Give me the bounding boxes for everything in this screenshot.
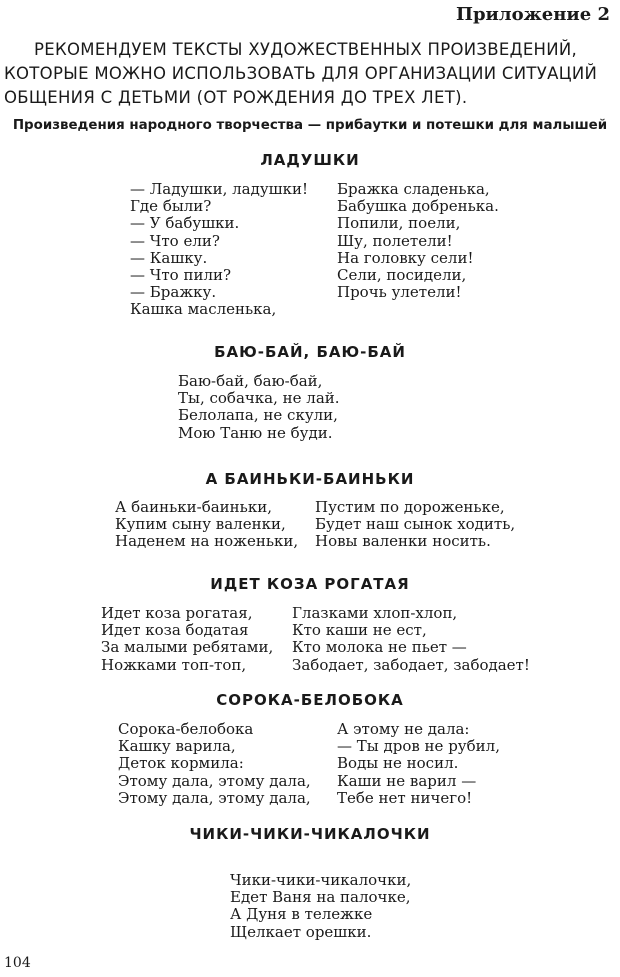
poem-line: За малыми ребятами, xyxy=(101,638,274,657)
poem-line: Тебе нет ничего! xyxy=(337,788,473,807)
poem-column-right xyxy=(292,605,530,674)
poem-line: Кашка масленька, xyxy=(130,300,277,319)
page-number: 104 xyxy=(4,955,31,971)
poem-line: — Бражку. xyxy=(130,283,217,302)
poem-column-right xyxy=(315,499,515,551)
poem-line: Щелкает орешки. xyxy=(230,922,372,941)
section-heading: Произведения народного творчества — прибаутки и потешки для малышей xyxy=(12,118,608,133)
poem-line: Этому дала, этому дала, xyxy=(118,788,311,807)
poem-column-left xyxy=(118,721,311,807)
poem-column-left xyxy=(230,872,411,941)
poem-column-right xyxy=(337,181,499,301)
poem-line: Шу, полетели! xyxy=(337,231,453,250)
poem-line: Пустим по дороженьке, xyxy=(315,498,505,516)
poem-line: Прочь улетели! xyxy=(337,283,462,302)
poem-line: — Ладушки, ладушки! xyxy=(130,180,309,198)
poem-line: Наденем на ноженьки, xyxy=(115,532,299,551)
poem-line: Будет наш сынок ходить, xyxy=(315,515,516,534)
poem-line: Кто каши не ест, xyxy=(292,621,427,640)
poem-line: Купим сыну валенки, xyxy=(115,515,286,534)
poem-line: Ты, собачка, не лай. xyxy=(178,389,340,408)
poem-line: А этому не дала: xyxy=(337,720,470,738)
poem-column-left xyxy=(130,181,308,319)
poem-line: Идет коза бодатая xyxy=(101,621,249,640)
poem-line: А баиньки-баиньки, xyxy=(115,498,272,516)
poem-column-left xyxy=(178,373,340,442)
poem-title: ИДЕТ КОЗА РОГАТАЯ xyxy=(210,575,410,593)
poem-line: Деток кормила: xyxy=(118,754,244,773)
poem-line: Белолапа, не скули, xyxy=(178,406,338,425)
poem-line: — Ты дров не рубил, xyxy=(337,737,500,756)
poem-line: Бабушка добренька. xyxy=(337,197,499,216)
intro-line: РЕКОМЕНДУЕМ ТЕКСТЫ ХУДОЖЕСТВЕННЫХ ПРОИЗВЕДЕНИЙ, xyxy=(34,40,578,59)
poem-title: ЧИКИ-ЧИКИ-ЧИКАЛОЧКИ xyxy=(189,825,431,843)
poem-line: Сорока-белобока xyxy=(118,720,254,738)
poem-line: Идет коза рогатая, xyxy=(101,604,253,622)
poem-line: Сели, посидели, xyxy=(337,266,467,285)
poem-line: — У бабушки. xyxy=(130,214,240,233)
poem-column-left xyxy=(115,499,298,551)
poem-line: Забодает, забодает, забодает! xyxy=(292,655,530,674)
poem-line: Едет Ваня на палочке, xyxy=(230,888,411,907)
poem-line: — Что ели? xyxy=(130,231,220,250)
poem-line: Попили, поели, xyxy=(337,214,461,233)
poem-line: На головку сели! xyxy=(337,248,474,267)
poem-line: Кто молока не пьет — xyxy=(292,638,467,657)
poem-column-right xyxy=(337,721,500,807)
poem-line: Этому дала, этому дала, xyxy=(118,771,311,790)
poem-line: Баю-бай, баю-бай, xyxy=(178,372,323,390)
intro-line: ОБЩЕНИЯ С ДЕТЬМИ (ОТ РОЖДЕНИЯ ДО ТРЕХ ЛЕТ). xyxy=(4,88,468,107)
poem-line: Новы валенки носить. xyxy=(315,532,491,551)
poem-column-left xyxy=(101,605,273,674)
appendix-label: Приложение 2 xyxy=(455,4,610,25)
poem-line: — Кашку. xyxy=(130,248,208,267)
poem-line: Бражка сладенька, xyxy=(337,180,490,198)
poem-line: Кашку варила, xyxy=(118,737,236,756)
intro-heading xyxy=(4,38,616,110)
poem-line: Каши не варил — xyxy=(337,771,477,790)
poem-line: Воды не носил. xyxy=(337,754,459,773)
poem-line: Мою Таню не буди. xyxy=(178,423,333,442)
poem-title: А БАИНЬКИ-БАИНЬКИ xyxy=(205,470,415,488)
poem-title: СОРОКА-БЕЛОБОКА xyxy=(216,691,404,709)
poem-line: — Что пили? xyxy=(130,266,232,285)
poem-line: Чики-чики-чикалочки, xyxy=(230,871,412,889)
poem-line: Глазками хлоп-хлоп, xyxy=(292,604,458,622)
poem-line: Ножками топ-топ, xyxy=(101,655,247,674)
poem-title: ЛАДУШКИ xyxy=(260,151,360,169)
intro-line: КОТОРЫЕ МОЖНО ИСПОЛЬЗОВАТЬ ДЛЯ ОРГАНИЗАЦИИ СИТУАЦИЙ xyxy=(4,64,598,83)
poem-line: Где были? xyxy=(130,197,212,216)
poem-title: БАЮ-БАЙ, БАЮ-БАЙ xyxy=(214,343,406,361)
poem-line: А Дуня в тележке xyxy=(230,905,373,924)
